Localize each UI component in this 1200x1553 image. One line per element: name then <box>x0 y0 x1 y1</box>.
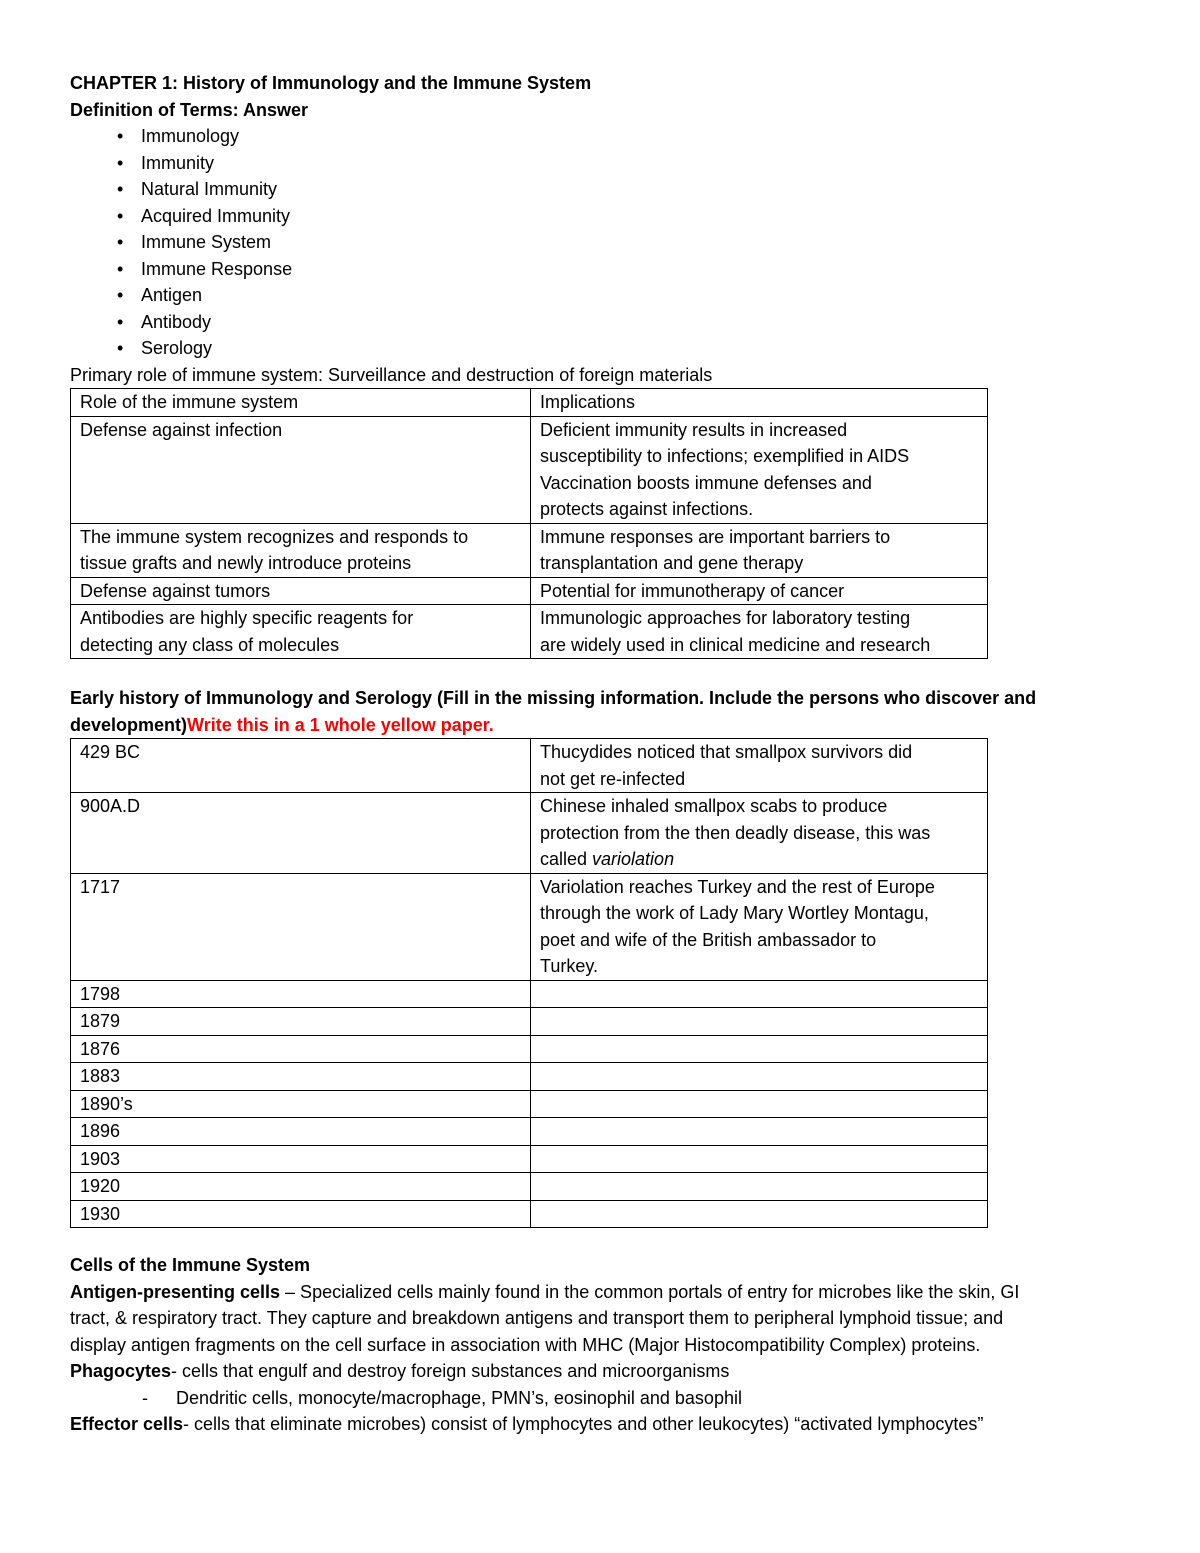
role-cell <box>71 523 531 577</box>
table-row <box>71 1200 988 1228</box>
year-cell: 1896 <box>71 1118 531 1146</box>
event-text: Chinese inhaled smallpox scabs to produce <box>540 796 888 816</box>
event-cell <box>531 1173 988 1201</box>
term-item <box>70 335 1130 362</box>
role-text: Defense against tumors <box>80 580 271 601</box>
year-cell: 429 BC <box>71 739 531 793</box>
event-cell <box>531 1200 988 1228</box>
bullet-icon: • <box>117 285 124 305</box>
table-row <box>71 793 988 874</box>
term-item <box>70 176 1130 203</box>
role-text: The immune system recognizes and responds to <box>80 526 469 547</box>
term-item <box>70 203 1130 230</box>
term-item <box>70 282 1130 309</box>
role-text: detecting any class of molecules <box>80 634 340 655</box>
event-text-prefix: called <box>540 849 593 869</box>
event-cell <box>531 1063 988 1091</box>
table-header-cell: Implications <box>531 389 988 417</box>
term-item <box>70 256 1130 283</box>
bullet-icon: • <box>117 232 124 252</box>
event-cell <box>531 793 988 874</box>
term-label: Antibody <box>141 311 212 332</box>
year-cell: 1876 <box>71 1035 531 1063</box>
table-row <box>71 739 988 793</box>
primary-role-text: Primary role of immune system: Surveillance and destruction of foreign materials <box>70 364 713 385</box>
table-row <box>71 1090 988 1118</box>
year-cell: 1879 <box>71 1008 531 1036</box>
definitions-heading: Definition of Terms: Answer <box>70 99 309 120</box>
event-cell <box>531 1145 988 1173</box>
document-page <box>70 70 1130 1438</box>
table-row <box>71 577 988 605</box>
history-table <box>70 738 988 1228</box>
implication-text: susceptibility to infections; exemplified in AIDS <box>540 446 910 466</box>
event-cell <box>531 1090 988 1118</box>
implication-text: Deficient immunity results in increased <box>540 419 848 440</box>
effector-line <box>70 1411 1130 1438</box>
phagocytes-sub-text: Dendritic cells, monocyte/macrophage, PMN’s, eosinophil and basophil <box>176 1387 742 1408</box>
implication-cell <box>531 523 988 577</box>
terms-list <box>70 123 1130 362</box>
implication-cell <box>531 577 988 605</box>
event-cell <box>531 873 988 980</box>
implication-text: transplantation and gene therapy <box>540 553 804 573</box>
bullet-icon: • <box>117 338 124 358</box>
event-text: Variolation reaches Turkey and the rest of Europe <box>540 876 935 897</box>
instruction-red-text: Write this in a 1 whole yellow paper. <box>187 714 494 735</box>
role-text: Defense against infection <box>80 419 283 440</box>
implication-text: Potential for immunotherapy of cancer <box>540 580 845 601</box>
bullet-icon: • <box>117 152 124 173</box>
apc-paragraph-line3: display antigen fragments on the cell surface in association with MHC (Major Histocompatibility Complex) proteins. <box>70 1334 981 1355</box>
event-text: Thucydides noticed that smallpox survivors did <box>540 742 913 762</box>
year-cell: 1920 <box>71 1173 531 1201</box>
apc-paragraph-line2: tract, & respiratory tract. They capture and breakdown antigens and transport them to peripheral lymphoid tissue; and <box>70 1308 1004 1328</box>
year-cell: 1930 <box>71 1200 531 1228</box>
implication-text: are widely used in clinical medicine and research <box>540 634 931 655</box>
table-row <box>71 605 988 659</box>
table-row <box>71 1173 988 1201</box>
year-cell: 1717 <box>71 873 531 980</box>
table-row <box>71 980 988 1008</box>
table-row <box>71 1063 988 1091</box>
term-label: Serology <box>141 338 213 358</box>
event-term-italic: variolation <box>592 849 675 869</box>
year-cell: 1798 <box>71 980 531 1008</box>
phagocytes-term: Phagocytes <box>70 1361 172 1381</box>
term-label: Antigen <box>141 285 203 305</box>
phagocytes-sub-item <box>70 1385 1130 1412</box>
implication-text: Vaccination boosts immune defenses and <box>540 472 872 493</box>
table-row <box>71 416 988 523</box>
event-text: not get re-infected <box>540 768 686 789</box>
event-text: poet and wife of the British ambassador to <box>540 929 877 950</box>
year-cell: 1890’s <box>71 1090 531 1118</box>
bullet-icon: • <box>117 126 124 146</box>
effector-text: - cells that eliminate microbes) consist of lymphocytes and other leukocytes) “activated lymphocytes” <box>183 1414 984 1434</box>
year-cell: 1903 <box>71 1145 531 1173</box>
role-cell <box>71 577 531 605</box>
table-row <box>71 1118 988 1146</box>
early-history-heading: Early history of Immunology and Serology (Fill in the missing information. Include the persons who discover and <box>70 688 1037 708</box>
event-cell <box>531 1035 988 1063</box>
table-row <box>71 1008 988 1036</box>
implication-text: protects against infections. <box>540 499 754 519</box>
roles-table <box>70 388 988 659</box>
term-item <box>70 229 1130 256</box>
bullet-icon: • <box>117 205 124 226</box>
apc-paragraph-line1 <box>70 1279 1130 1306</box>
bullet-icon: • <box>117 258 124 279</box>
table-row <box>71 1145 988 1173</box>
event-cell <box>531 1008 988 1036</box>
phagocytes-text: - cells that engulf and destroy foreign substances and microorganisms <box>171 1361 730 1381</box>
term-label: Acquired Immunity <box>141 205 291 226</box>
chapter-title: CHAPTER 1: History of Immunology and the Immune System <box>70 73 592 93</box>
year-cell: 1883 <box>71 1063 531 1091</box>
event-cell <box>531 739 988 793</box>
term-label: Immunology <box>141 126 240 146</box>
role-cell <box>71 605 531 659</box>
implication-text: Immune responses are important barriers to <box>540 526 891 547</box>
implication-cell <box>531 605 988 659</box>
implication-text: Immunologic approaches for laboratory testing <box>540 608 911 628</box>
implication-cell <box>531 416 988 523</box>
role-text: tissue grafts and newly introduce proteins <box>80 553 412 573</box>
table-row <box>71 1035 988 1063</box>
table-header-cell: Role of the immune system <box>71 389 531 417</box>
term-label: Natural Immunity <box>141 179 278 199</box>
early-history-heading-tail: development) <box>70 714 188 735</box>
event-text <box>540 846 978 873</box>
event-text: Turkey. <box>540 956 599 976</box>
table-row <box>71 523 988 577</box>
event-cell <box>531 980 988 1008</box>
term-label: Immune System <box>141 232 272 252</box>
term-label: Immune Response <box>141 258 293 279</box>
term-item <box>70 309 1130 336</box>
event-text: through the work of Lady Mary Wortley Montagu, <box>540 903 929 923</box>
role-cell <box>71 416 531 523</box>
apc-term: Antigen-presenting cells <box>70 1281 281 1302</box>
apc-text: – Specialized cells mainly found in the common portals of entry for microbes like the skin, GI <box>280 1281 1020 1302</box>
bullet-icon: • <box>117 311 124 332</box>
event-cell <box>531 1118 988 1146</box>
early-history-heading-cont <box>70 712 1130 739</box>
term-item <box>70 150 1130 177</box>
cells-heading: Cells of the Immune System <box>70 1255 311 1275</box>
effector-term: Effector cells <box>70 1414 184 1434</box>
table-row <box>71 873 988 980</box>
year-cell: 900A.D <box>71 793 531 874</box>
phagocytes-line <box>70 1358 1130 1385</box>
bullet-icon: • <box>117 179 124 199</box>
term-item <box>70 123 1130 150</box>
event-text: protection from the then deadly disease, this was <box>540 822 931 843</box>
term-label: Immunity <box>141 152 215 173</box>
role-text: Antibodies are highly specific reagents for <box>80 608 414 628</box>
dash-bullet: - <box>142 1387 148 1408</box>
table-header-row <box>71 389 988 417</box>
